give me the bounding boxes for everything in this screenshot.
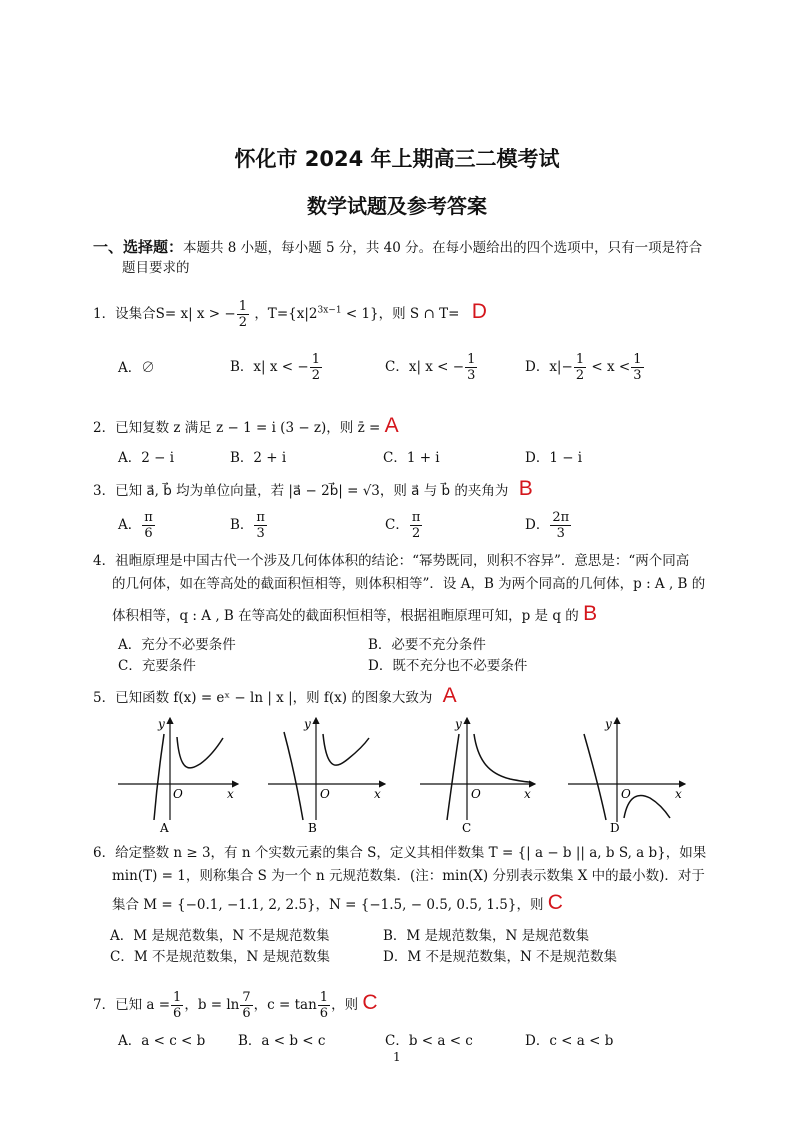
q3-b-label: B． [230, 517, 254, 533]
q7-option-c: C．b < a < c [385, 1033, 473, 1049]
q5-graph-b [268, 717, 385, 835]
q3-a-num: π [144, 510, 153, 525]
q6-line-1: 6．给定整数 n ≥ 3，有 n 个实数元素的集合 S，定义其相伴数集 T = {| a − b || a, b S, a b}，如果 [93, 845, 707, 861]
q5-d-label: D [610, 821, 620, 835]
q2-text: 2．已知复数 z 满足 z − 1 = i (3 − z)，则 z̄ = [93, 420, 381, 436]
q1-option-d: D．x|− $\frac{1}{2}$ < x < $\frac{1}{3}$ [525, 352, 642, 383]
q2-option-a: A．2 − i [118, 450, 175, 466]
q7-c: ，c = tan [253, 997, 317, 1013]
q6-option-a: A．M 是规范数集，N 不是规范数集 [110, 928, 330, 944]
q7-option-a: A．a < c < b [118, 1033, 206, 1049]
q3-b-den: 3 [256, 526, 265, 541]
q5-a-xlabel: x [227, 787, 234, 801]
q5-c-xlabel: x [524, 787, 531, 801]
q5-answer: A [442, 684, 457, 707]
q2-option-b: B．2 + i [230, 450, 287, 466]
q4-line-3-text: 体积相等，q : A , B 在等高处的截面积恒相等，根据祖暅原理可知，p 是 q 的 [112, 608, 579, 624]
q4-line-3 [112, 602, 597, 626]
q4-option-d: D．既不充分也不必要条件 [368, 658, 528, 674]
q1-answer: D [471, 300, 487, 323]
page-number: 1 [393, 1050, 401, 1064]
q2-option-d: D．1 − i [525, 450, 583, 466]
q6-line-3 [112, 891, 563, 915]
q5-a-ylabel: y [158, 717, 165, 731]
q3-option-b [230, 510, 268, 541]
q7-end: ，则 [331, 997, 359, 1013]
q6-option-c: C．M 不是规范数集，N 是规范数集 [110, 949, 331, 965]
q1-option-a: A．∅ [118, 360, 155, 376]
q4-answer: B [583, 602, 598, 625]
q3-a-den: 6 [144, 526, 153, 541]
q5-b-label: B [308, 821, 317, 835]
q5-a-origin: O [173, 787, 183, 801]
q3-c-num: π [411, 510, 421, 525]
q1-c-text: C．x| x < − [385, 359, 465, 375]
q5-graphs [110, 712, 700, 838]
q7-prefix: 7．已知 a = [93, 997, 171, 1013]
q1-exponent: 3x−1 [317, 305, 342, 316]
q1-d-text: D．x|− [525, 359, 573, 375]
q1-set-t: {x|2 [288, 306, 318, 322]
section-heading-line [93, 237, 702, 259]
q3-answer: B [518, 477, 533, 500]
q3-d-label: D． [525, 517, 550, 533]
q5-c-ylabel: y [455, 717, 462, 731]
q5-graph-a [118, 717, 238, 835]
q1-prefix: 1．设集合S= [93, 306, 177, 322]
q2-option-c: C．1 + i [383, 450, 440, 466]
q5-graph-c [420, 717, 535, 835]
question-7: 7．已知 a = $\frac{1}{6}$ ，b = ln $\frac{7}{6}$ ，c = tan $\frac{1}{6}$ ，则 C [93, 990, 378, 1021]
q1-end: ，则 S ∩ T= [378, 306, 460, 322]
q1-t-label: ，T= [254, 306, 289, 322]
q5-d-origin: O [621, 787, 631, 801]
q5-d-xlabel: x [675, 787, 682, 801]
q3-option-c [385, 510, 423, 541]
q5-a-label: A [160, 821, 169, 835]
q3-b-num: π [256, 510, 265, 525]
q6-line-3-text: 集合 M = {−0.1, −1.1, 2, 2.5}，N = {−1.5, − 0.5, 0.5, 1.5}，则 [112, 897, 544, 913]
q1-d-mid: < x < [587, 359, 631, 375]
q1-set-s: x| x > − [180, 306, 236, 322]
q7-option-b: B．a < b < c [238, 1033, 326, 1049]
q3-c-label: C． [385, 517, 409, 533]
question-2 [93, 414, 399, 438]
section-instruction-cont: 题目要求的 [122, 260, 190, 276]
q7-option-d: D．c < a < b [525, 1033, 614, 1049]
q6-answer: C [547, 891, 563, 914]
q6-option-d: D．M 不是规范数集，N 不是规范数集 [383, 949, 618, 965]
section-heading: 一、选择题： [93, 238, 184, 256]
q3-c-den: 2 [411, 526, 421, 541]
q5-b-xlabel: x [374, 787, 381, 801]
q1-option-b: B．x| x < − $\frac{1}{2}$ [230, 352, 320, 383]
question-5 [93, 684, 457, 708]
q5-c-label: C [462, 821, 472, 835]
q6-line-2: min(T) = 1，则称集合 S 为一个 n 元规范数集．(注：min(X) 分别表示数集 X 中的最小数)．对于 [112, 868, 705, 884]
q4-option-a: A．充分不必要条件 [118, 637, 236, 653]
q3-option-a [118, 510, 156, 541]
section-instruction: 本题共 8 小题，每小题 5 分，共 40 分。在每小题给出的四个选项中，只有一项是符合 [183, 240, 703, 256]
question-1 [93, 299, 487, 330]
q3-d-den: 3 [556, 526, 565, 541]
q4-option-c: C．充要条件 [118, 658, 196, 674]
q3-a-label: A． [118, 517, 142, 533]
q7-b: ，b = ln [184, 997, 240, 1013]
q3-d-num: 2π [552, 510, 570, 525]
q2-answer: A [384, 414, 399, 437]
page-subtitle: 数学试题及参考答案 [307, 194, 487, 218]
question-3 [93, 477, 533, 501]
q5-c-origin: O [471, 787, 481, 801]
q1-set-t-end: < 1} [341, 306, 379, 322]
q7-answer: C [362, 991, 378, 1014]
q5-graph-d [568, 717, 685, 835]
q3-option-d [525, 510, 572, 541]
q5-b-ylabel: y [304, 717, 311, 731]
page-title: 怀化市 2024 年上期高三二模考试 [234, 147, 560, 171]
q1-option-c: C．x| x < − $\frac{1}{3}$ [385, 352, 476, 383]
q6-option-b: B．M 是规范数集，N 是规范数集 [383, 928, 590, 944]
q4-option-b: B．必要不充分条件 [368, 637, 486, 653]
q5-d-ylabel: y [605, 717, 612, 731]
q5-text: 5．已知函数 f(x) = eˣ − ln | x |，则 f(x) 的图象大致为 [93, 690, 433, 706]
q4-line-2: 的几何体，如在等高处的截面积恒相等，则体积相等”．设 A，B 为两个同高的几何体，p : A , B 的 [112, 576, 706, 592]
q1-b-text: B．x| x < − [230, 359, 309, 375]
q4-line-1: 4．祖暅原理是中国古代一个涉及几何体体积的结论：“幂势既同，则积不容异”．意思是：“两个同高 [93, 553, 690, 569]
q1-frac: $\frac{1}{2}$ [238, 299, 248, 330]
q5-b-origin: O [320, 787, 330, 801]
q3-text: 3．已知 a⃗, b⃗ 均为单位向量，若 |a⃗ − 2b⃗| = √3，则 a⃗ 与 b⃗ 的夹角为 [93, 483, 509, 499]
